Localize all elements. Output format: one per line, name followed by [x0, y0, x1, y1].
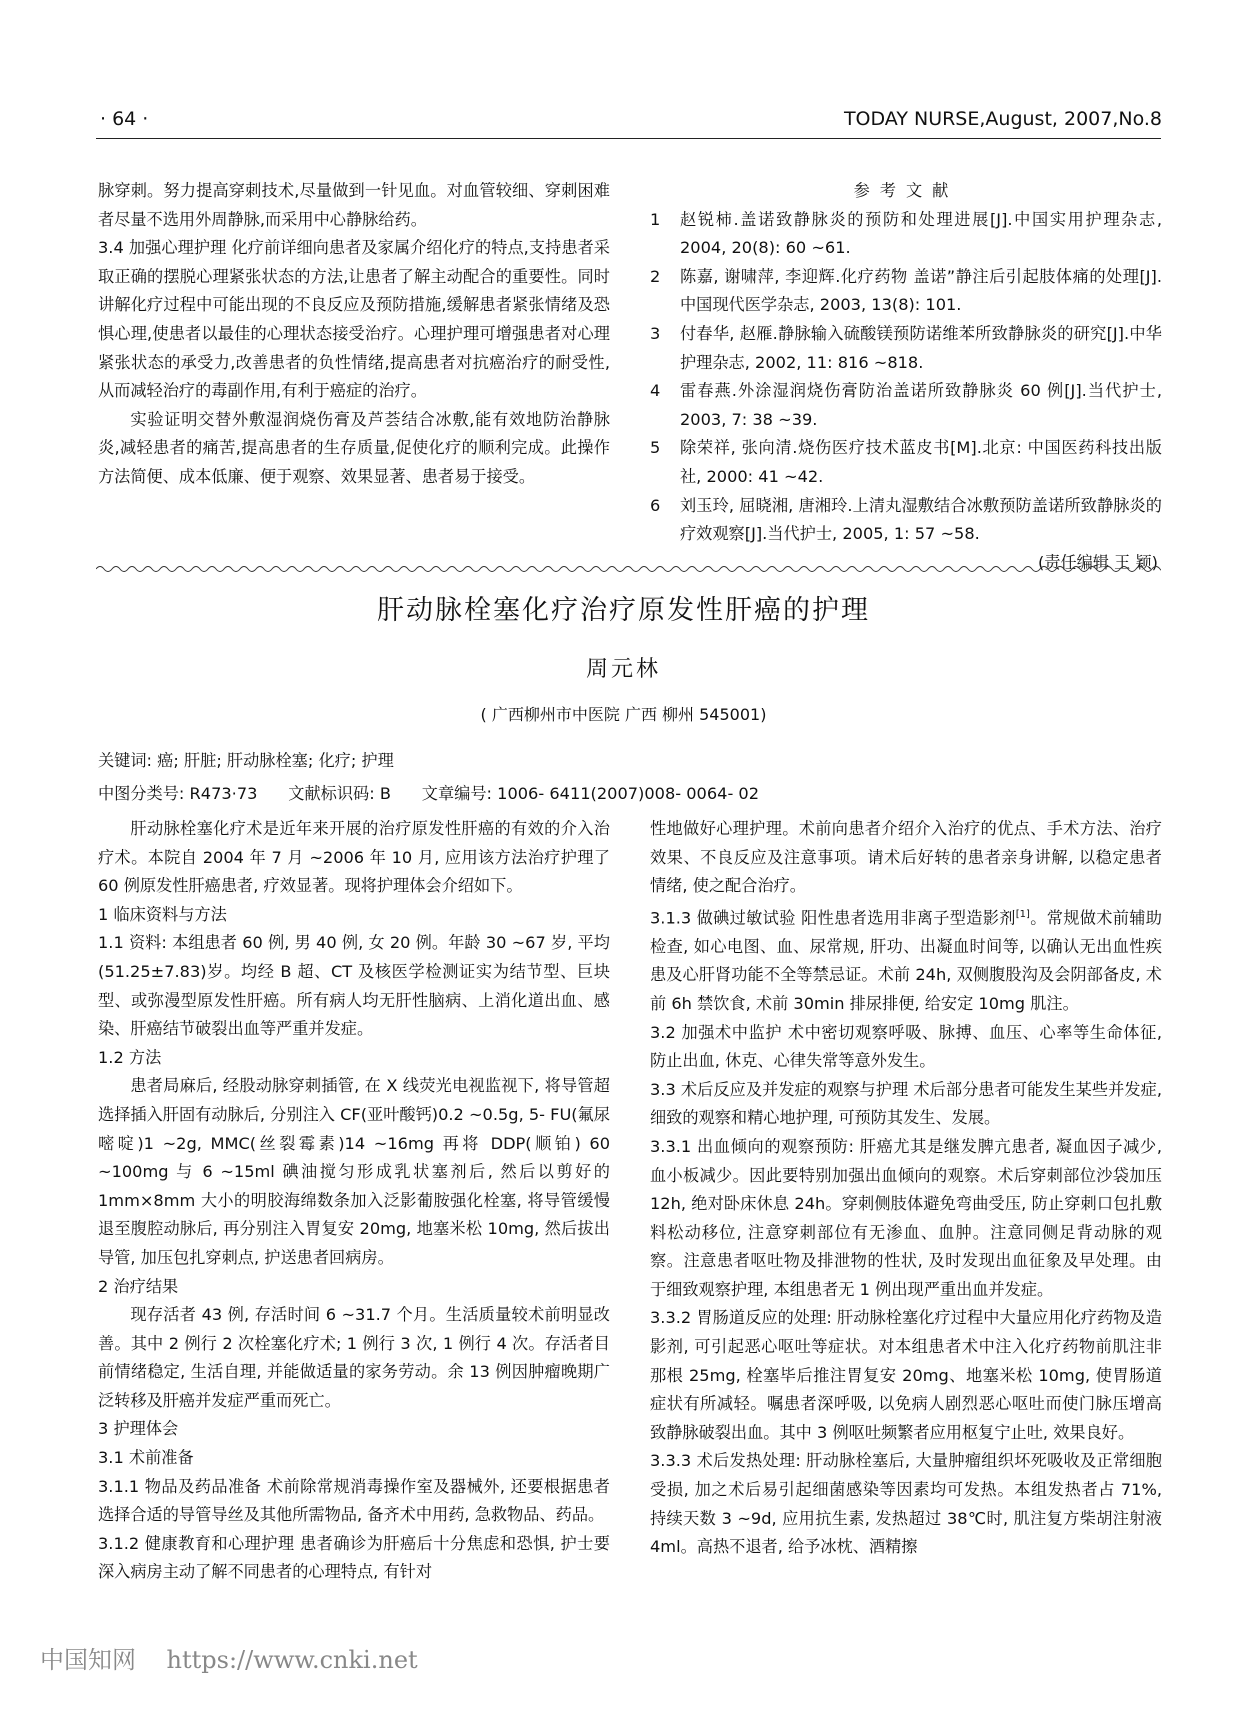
section-heading: 1.2 方法 — [98, 1047, 162, 1067]
reference-item — [650, 263, 1162, 320]
paragraph: 3.4 加强心理护理 化疗前详细向患者及家属介绍化疗的特点,支持患者采取正确的摆脱心理紧张状态的方法,让患者了解主动配合的重要性。同时讲解化疗过程中可能出现的不良反应及预防措施,缓解患者紧张情绪及恐惧心理,使患者以最佳的心理状态接受治疗。心理护理可增强患者对心理紧张状态的承受力,改善患者的负性情绪,提高患者对抗癌治疗的耐受性,从而减轻治疗的毒副作用,有利于癌症的治疗。 — [98, 238, 610, 401]
reference-number: 4 — [650, 381, 661, 401]
reference-number: 5 — [650, 438, 661, 458]
reference-item — [650, 206, 1162, 263]
citation-marker[interactable]: [1] — [1015, 908, 1030, 920]
reference-number: 3 — [650, 323, 661, 343]
paragraph-text: 。常规做术前辅助检查, 如心电图、血、尿常规, 肝功、出凝血时间等, 以确认无出血性疾患及心肝肾功能不全等禁忌证。术前 24h, 双侧腹股沟及会阴部备皮, 术前 6h 禁饮食, 术前 30min 排尿排便, 给安定 10mg 肌注。 — [650, 908, 1162, 1013]
paragraph: 3.2 加强术中监护 术中密切观察呼吸、脉搏、血压、心率等生命体征, 防止出血, 休克、心律失常等意外发生。 — [650, 1022, 1162, 1071]
paragraph: 性地做好心理护理。术前向患者介绍介入治疗的优点、手术方法、治疗效果、不良反应及注意事项。请术后好转的患者亲身讲解, 以稳定患者情绪, 使之配合治疗。 — [650, 819, 1162, 896]
top-left-column — [98, 177, 610, 492]
editor-note: (责任编辑 王 颖) — [1037, 552, 1158, 572]
section-heading: 3.1 术前准备 — [98, 1448, 194, 1468]
article-author: 周元林 — [585, 657, 661, 682]
reference-item — [650, 377, 1162, 434]
reference-text: 付春华, 赵雁.静脉输入硫酸镁预防诺维苯所致静脉炎的研究[J].中华护理杂志, 2002, 11: 816 ~818. — [680, 323, 1162, 372]
paragraph: 3.3.2 胃肠道反应的处理: 肝动脉栓塞化疗过程中大量应用化疗药物及造影剂, 可引起恶心呕吐等症状。对本组患者术中注入化疗药物前肌注非那根 25mg, 栓塞毕后推注胃复安 20mg、地塞米松 10mg, 使胃肠道症状有所减轻。嘱患者深呼吸, 以免病人剧烈恶心呕吐而使门脉压增高致静脉破裂出血。其中 3 例呕吐频繁者应用枢复宁止吐, 效果良好。 — [650, 1308, 1162, 1442]
references-heading: 参考文献 — [853, 181, 959, 200]
paragraph: 3.1.1 物品及药品准备 术前除常规消毒操作室及器械外, 还要根据患者选择合适的导管导丝及其他所需物品, 备齐术中用药, 急救物品、药品。 — [98, 1476, 610, 1525]
reference-text: 除荣祥, 张向清.烧伤医疗技术蓝皮书[M].北京: 中国医药科技出版社, 2000: 41 ~42. — [680, 438, 1162, 486]
journal-header: TODAY NURSE,August, 2007,No.8 — [843, 108, 1162, 130]
section-heading: 1 临床资料与方法 — [98, 904, 227, 924]
paragraph: 1.1 资料: 本组患者 60 例, 男 40 例, 女 20 例。年龄 30 ~67 岁, 平均(51.25±7.83)岁。均经 B 超、CT 及核医学检测证实为结节型、巨块型、或弥漫型原发性肝癌。所有病人均无肝性脑病、上消化道出血、感染、肝癌结节破裂出血等严重并发症。 — [98, 933, 610, 1039]
header-rule — [96, 138, 1161, 139]
reference-item — [650, 492, 1162, 549]
paragraph: 实验证明交替外敷湿润烧伤膏及芦荟结合冰敷,能有效地防治静脉炎,减轻患者的痛苦,提高患者的生存质量,促使化疗的顺利完成。此操作方法简便、成本低廉、便于观察、效果显著、患者易于接受。 — [98, 409, 610, 486]
reference-text: 赵锐柿.盖诺致静脉炎的预防和处理进展[J].中国实用护理杂志, 2004, 20(8): 60 ~61. — [680, 209, 1162, 258]
wave-divider — [96, 563, 1161, 575]
paragraph: 肝动脉栓塞化疗术是近年来开展的治疗原发性肝癌的有效的介入治疗术。本院自 2004 年 7 月 ~2006 年 10 月, 应用该方法治疗护理了 60 例原发性肝癌患者, 疗效显著。现将护理体会介绍如下。 — [98, 819, 610, 896]
paragraph: 3.1.2 健康教育和心理护理 患者确诊为肝癌后十分焦虑和恐惧, 护士要深入病房主动了解不同患者的心理特点, 有针对 — [98, 1533, 610, 1582]
reference-number: 2 — [650, 266, 661, 286]
paragraph — [650, 901, 1162, 1019]
paragraph: 现存活者 43 例, 存活时间 6 ~31.7 个月。生活质量较术前明显改善。其中 2 例行 2 次栓塞化疗术; 1 例行 3 次, 1 例行 4 次。存活者目前情绪稳定, 生活自理, 并能做适量的家务劳动。余 13 例因肿瘤晚期广泛转移及肝癌并发症严重而死亡。 — [98, 1305, 610, 1410]
body-right-column — [650, 815, 1162, 1562]
paragraph: 脉穿刺。努力提高穿刺技术,尽量做到一针见血。对血管较细、穿刺困难者尽量不选用外周静脉,而采用中心静脉给药。 — [98, 181, 610, 229]
paragraph: 患者局麻后, 经股动脉穿刺插管, 在 X 线荧光电视监视下, 将导管超选择插入肝固有动脉后, 分别注入 CF(亚叶酸钙)0.2 ~0.5g, 5- FU(氟尿嘧啶)1 ~2g, MMC(丝裂霉素)14 ~16mg 再将 DDP(顺铂) 60 ~100mg 与 6 ~15ml 碘油搅匀形成乳状塞剂后, 然后以剪好的 1mm×8mm 大小的明胶海绵数条加入泛影葡胺强化栓塞, 将导管缓慢退至腹腔动脉后, 再分别注入胃复安 20mg, 地塞米松 10mg, 然后拔出导管, 加压包扎穿刺点, 护送患者回病房。 — [98, 1076, 610, 1267]
paragraph-text: 3.1.3 做碘过敏试验 阳性患者选用非离子型造影剂 — [650, 908, 1016, 928]
body-left-column — [98, 815, 610, 1587]
keywords: 关键词: 癌; 肝脏; 肝动脉栓塞; 化疗; 护理 — [98, 751, 394, 770]
reference-item — [650, 434, 1162, 491]
paragraph: 3.3.3 术后发热处理: 肝动脉栓塞后, 大量肿瘤组织坏死吸收及正常细胞受损, 加之术后易引起细菌感染等因素均可发热。本组发热者占 71%, 持续天数 3 ~9d, 应用抗生素, 发热超过 38℃时, 肌注复方柴胡注射液 4ml。高热不退者, 给予冰枕、酒精擦 — [650, 1451, 1162, 1557]
reference-number: 1 — [650, 209, 661, 229]
references — [650, 177, 1162, 577]
watermark-site: 中国知网 — [40, 1646, 136, 1674]
reference-text: 刘玉玲, 屈晓湘, 唐湘玲.上清丸湿敷结合冰敷预防盖诺所致静脉炎的疗效观察[J].当代护士, 2005, 1: 57 ~58. — [680, 495, 1162, 544]
classification-line: 中图分类号: R473·73 文献标识码: B 文章编号: 1006- 6411(2007)008- 0064- 02 — [98, 784, 760, 803]
watermark-url: https://www.cnki.net — [166, 1646, 418, 1674]
paragraph: 3.3 术后反应及并发症的观察与护理 术后部分患者可能发生某些并发症, 细致的观察和精心地护理, 可预防其发生、发展。 — [650, 1079, 1162, 1128]
reference-text: 雷春燕.外涂湿润烧伤膏防治盖诺所致静脉炎 60 例[J].当代护士, 2003, 7: 38 ~39. — [680, 381, 1162, 429]
article-title: 肝动脉栓塞化疗治疗原发性肝癌的护理 — [377, 595, 870, 626]
reference-item — [650, 320, 1162, 377]
cnki-watermark — [40, 1640, 418, 1675]
paragraph: 3.3.1 出血倾向的观察预防: 肝癌尤其是继发脾亢患者, 凝血因子减少, 血小板减少。因此要特别加强出血倾向的观察。术后穿刺部位沙袋加压 12h, 绝对卧床休息 24h。穿刺侧肢体避免弯曲受压, 防止穿刺口包扎敷料松动移位, 注意穿刺部位有无渗血、血肿。注意同侧足背动脉的观察。注意患者呕吐物及排泄物的性状, 及时发现出血征象及早处理。由于细致观察护理, 本组患者无 1 例出现严重出血并发症。 — [650, 1136, 1162, 1299]
page-number: · 64 · — [100, 108, 149, 130]
section-heading: 3 护理体会 — [98, 1419, 179, 1439]
section-heading: 2 治疗结果 — [98, 1276, 179, 1296]
reference-number: 6 — [650, 495, 661, 515]
article-affiliation: ( 广西柳州市中医院 广西 柳州 545001) — [480, 705, 767, 724]
reference-text: 陈嘉, 谢啸萍, 李迎辉.化疗药物 盖诺”静注后引起肢体痛的处理[J].中国现代医学杂志, 2003, 13(8): 101. — [680, 266, 1162, 315]
